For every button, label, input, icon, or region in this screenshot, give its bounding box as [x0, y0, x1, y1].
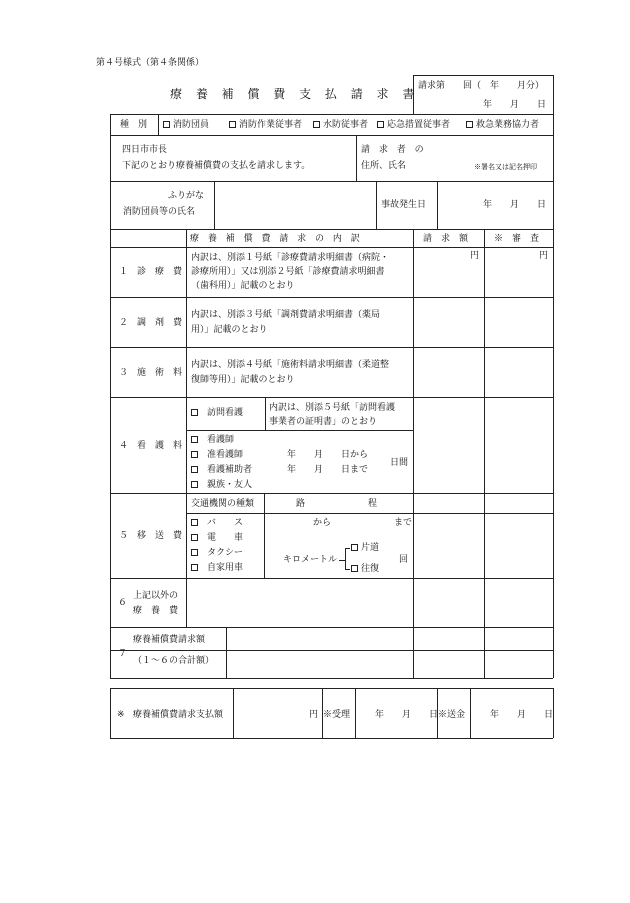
signature-note: ※署名又は記名押印 — [474, 163, 537, 171]
private-car-option[interactable]: 自家用車 — [191, 562, 243, 574]
member-name-label: 消防団員等の氏名 — [123, 207, 196, 217]
other-fee-label-1: 上記以外の — [133, 591, 179, 601]
visit-nursing-desc-1: 内訳は、別添５号紙「訪問看護 — [269, 403, 396, 413]
nursing-from-date: 年 月 日から — [287, 450, 369, 460]
request-count: 請求第 回（ 年 月分） — [418, 81, 545, 91]
treatment-fee-desc-1: 内訳は、別添４号紙「施術料請求明細書（柔道整 — [191, 360, 390, 370]
route-from-to: から まで — [313, 518, 413, 528]
received-label: ※受理 — [323, 710, 351, 720]
total-label-1: 療養補償費請求額 — [133, 635, 206, 645]
furigana-label: ふりがな — [168, 191, 205, 201]
review-unit: 円 — [539, 251, 549, 261]
checkbox[interactable] — [191, 564, 198, 571]
category-option-fire-member[interactable]: 消防団員 — [163, 119, 209, 131]
dispensing-fee-desc-1: 内訳は、別添３号紙「調剤費請求明細書（薬局 — [191, 310, 381, 320]
addressee-request-text: 下記のとおり療養補償費の支払を請求します。 — [122, 161, 311, 171]
sent-label: ※送金 — [438, 710, 466, 720]
category-option-flood-worker[interactable]: 水防従事者 — [313, 119, 368, 131]
treatment-fee-label: ３ 施 術 料 — [119, 368, 183, 378]
checkbox[interactable] — [191, 436, 198, 443]
nurse-aide-option[interactable]: 看護補助者 — [191, 464, 252, 476]
claimant-label-1: 請 求 者 の — [361, 145, 427, 155]
checkbox[interactable] — [466, 121, 473, 128]
treatment-fee-desc-2: 復師等用）」記載のとおり — [191, 375, 295, 385]
accident-date-label: 事故発生日 — [381, 200, 427, 210]
checkbox[interactable] — [351, 565, 358, 572]
accident-date-value: 年 月 日 — [483, 200, 547, 210]
footer-mark: ※ — [117, 710, 125, 720]
nurse-option[interactable]: 看護師 — [191, 434, 234, 446]
dispensing-fee-label: ２ 調 剤 費 — [119, 318, 183, 328]
breakdown-item-header: 療 養 補 償 費 請 求 の 内 訳 — [190, 234, 363, 244]
amount-unit: 円 — [470, 251, 480, 261]
taxi-option[interactable]: タクシー — [191, 547, 243, 559]
checkbox[interactable] — [191, 466, 198, 473]
times-unit: 回 — [399, 555, 409, 565]
addressee-mayor: 四日市市長 — [122, 145, 168, 155]
received-date: 年 月 日 — [375, 710, 439, 720]
total-num: ７ — [118, 649, 128, 659]
category-label: 種 別 — [120, 120, 148, 130]
medical-fee-desc-2: 診療所用）」又は別添２号紙「診療費請求明細書 — [191, 267, 385, 277]
assistant-nurse-option[interactable]: 准看護師 — [191, 449, 243, 461]
bus-option[interactable]: バ ス — [191, 517, 243, 529]
relative-friend-option[interactable]: 親族・友人 — [191, 479, 252, 491]
one-way-option[interactable]: 片道 — [351, 542, 379, 554]
payment-unit: 円 — [309, 710, 319, 720]
checkbox[interactable] — [191, 409, 198, 416]
total-label-2: （１～６の合計額） — [133, 656, 215, 666]
claimant-label-2: 住所、氏名 — [361, 161, 407, 171]
category-option-ems-cooperator[interactable]: 救急業務協力者 — [466, 119, 539, 131]
nursing-to-date: 年 月 日まで — [287, 465, 369, 475]
medical-fee-desc-3: （歯科用）」記載のとおり — [191, 281, 295, 291]
payment-amount-label: 療養補償費請求支払額 — [133, 710, 224, 720]
checkbox[interactable] — [191, 451, 198, 458]
nursing-days: 日間 — [390, 458, 409, 468]
form-number: 第４号様式（第４条関係） — [96, 58, 205, 68]
visit-nursing-option[interactable]: 訪問看護 — [191, 407, 243, 419]
checkbox[interactable] — [191, 549, 198, 556]
checkbox[interactable] — [191, 519, 198, 526]
amount-header: 請 求 額 — [423, 234, 469, 244]
dispensing-fee-desc-2: 用）」記載のとおり — [191, 325, 268, 335]
request-date: 年 月 日 — [483, 100, 547, 110]
nursing-fee-label: ４ 看 護 料 — [119, 441, 183, 451]
route-label: 路 程 — [296, 499, 378, 509]
review-header: ※ 審 査 — [494, 234, 540, 244]
category-option-fire-worker[interactable]: 消防作業従事者 — [229, 119, 302, 131]
checkbox[interactable] — [229, 121, 236, 128]
checkbox[interactable] — [191, 534, 198, 541]
checkbox[interactable] — [377, 121, 384, 128]
checkbox[interactable] — [351, 544, 358, 551]
visit-nursing-desc-2: 事業者の証明書」のとおり — [269, 417, 378, 427]
sent-date: 年 月 日 — [490, 710, 554, 720]
distance-unit: キロメートル — [283, 555, 338, 565]
form-title: 療 養 補 償 費 支 払 請 求 書 — [170, 87, 420, 101]
medical-fee-label: １ 診 療 費 — [119, 267, 183, 277]
checkbox[interactable] — [163, 121, 170, 128]
transport-type-label: 交通機関の種類 — [191, 499, 255, 509]
other-fee-num: ６ — [118, 598, 128, 608]
checkbox[interactable] — [313, 121, 320, 128]
train-option[interactable]: 電 車 — [191, 532, 243, 544]
round-trip-option[interactable]: 往復 — [351, 563, 379, 575]
transport-fee-label: ５ 移 送 費 — [119, 531, 183, 541]
category-option-emergency-worker[interactable]: 応急措置従事者 — [377, 119, 450, 131]
medical-fee-desc-1: 内訳は、別添１号紙「診療費請求明細書（病院・ — [191, 253, 390, 263]
checkbox[interactable] — [191, 481, 198, 488]
other-fee-label-2: 療 養 費 — [133, 606, 179, 616]
